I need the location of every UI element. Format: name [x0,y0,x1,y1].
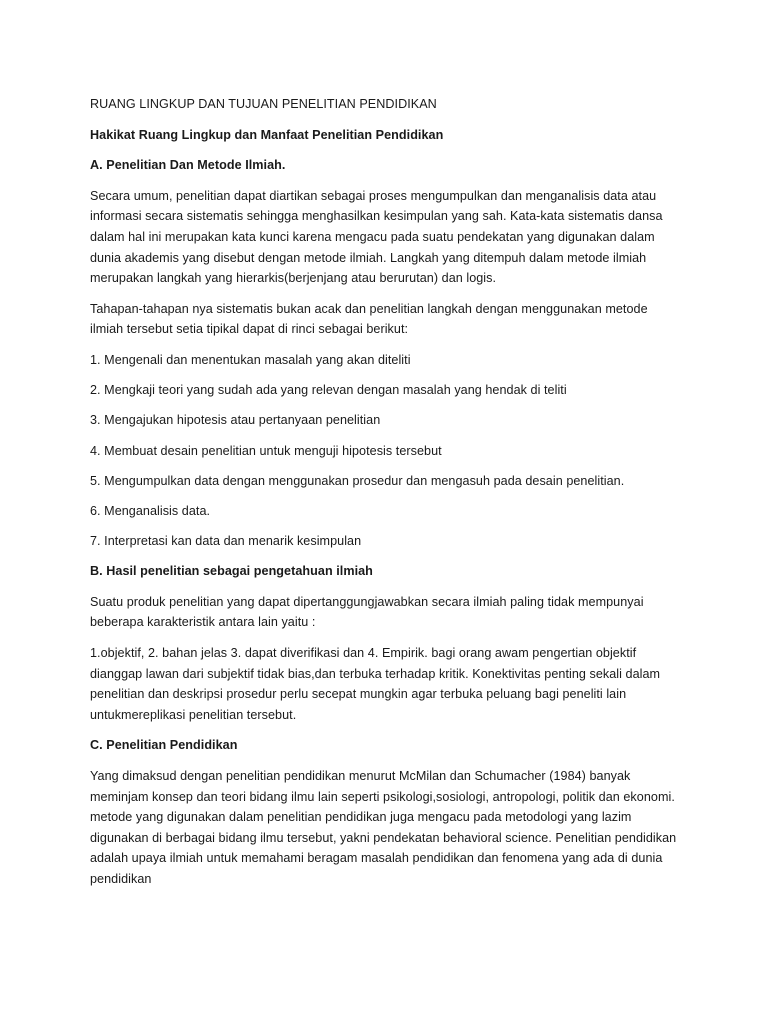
section-c-heading: C. Penelitian Pendidikan [90,738,238,753]
list-item: 1. Mengenali dan menentukan masalah yang akan diteliti [90,352,411,367]
section-b-heading: B. Hasil penelitian sebagai pengetahuan ilmiah [90,564,373,579]
list-item: 6. Menganalisis data. [90,503,211,518]
list-item: 2. Mengkaji teori yang sudah ada yang relevan dengan masalah yang hendak di teliti [90,383,567,398]
list-item: 4. Membuat desain penelitian untuk menguji hipotesis tersebut [90,443,442,458]
list-item: 3. Mengajukan hipotesis atau pertanyaan penelitian [90,413,381,428]
document-subtitle: Hakikat Ruang Lingkup dan Manfaat Penelitian Pendidikan [90,127,444,142]
section-b-paragraph-2: 1.objektif, 2. bahan jelas 3. dapat diverifikasi dan 4. Empirik. bagi orang awam pengertian objektif dianggap lawan dari subjektif tidak bias,dan terbuka terhadap kritik. Konektivitas penting sekali dalam penelitian dan deskripsi prosedur perlu secepat mungkin agar terbuka peluang bagi peneliti lain untukmereplikasi penelitian tersebut. [90,646,661,722]
method-steps-list [90,350,680,552]
section-a-paragraph-1: Secara umum, penelitian dapat diartikan sebagai proses mengumpulkan dan menganalisis data atau informasi secara sistematis sehingga menghasilkan kesimpulan yang sah. Kata-kata sistematis dansa dalam hal ini merupakan kata kunci karena mengacu pada suatu pendekatan yang digunakan dalam dunia akademis yang disebut dengan metode ilmiah. Langkah yang ditempuh dalam metode ilmiah merupakan langkah yang hierarkis(berjenjang atau berurutan) dan logis. [90,188,663,286]
document-title: RUANG LINGKUP DAN TUJUAN PENELITIAN PENDIDIKAN [90,97,437,111]
section-a-paragraph-2: Tahapan-tahapan nya sistematis bukan acak dan penelitian langkah dengan menggunakan metode ilmiah tersebut setia tipikal dapat di rinci sebagai berikut: [90,301,648,337]
section-c-paragraph-1: Yang dimaksud dengan penelitian pendidikan menurut McMilan dan Schumacher (1984) banyak meminjam konsep dan teori bidang ilmu lain seperti psikologi,sosiologi, antropologi, politik dan ekonomi. metode yang digunakan dalam penelitian pendidikan juga mengacu pada metodologi yang lazim digunakan di berbagai bidang ilmu tersebut, yakni pendekatan behavioral science. Penelitian pendidikan adalah upaya ilmiah untuk memahami beragam masalah pendidikan dan fenomena yang ada di dunia pendidikan [90,769,677,886]
list-item: 7. Interpretasi kan data dan menarik kesimpulan [90,534,362,549]
list-item: 5. Mengumpulkan data dengan menggunakan prosedur dan mengasuh pada desain penelitian. [90,473,625,488]
section-a-heading: A. Penelitian Dan Metode Ilmiah. [90,158,286,173]
section-b-paragraph-1: Suatu produk penelitian yang dapat dipertanggungjawabkan secara ilmiah paling tidak mempunyai beberapa karakteristik antara lain yaitu : [90,594,644,630]
